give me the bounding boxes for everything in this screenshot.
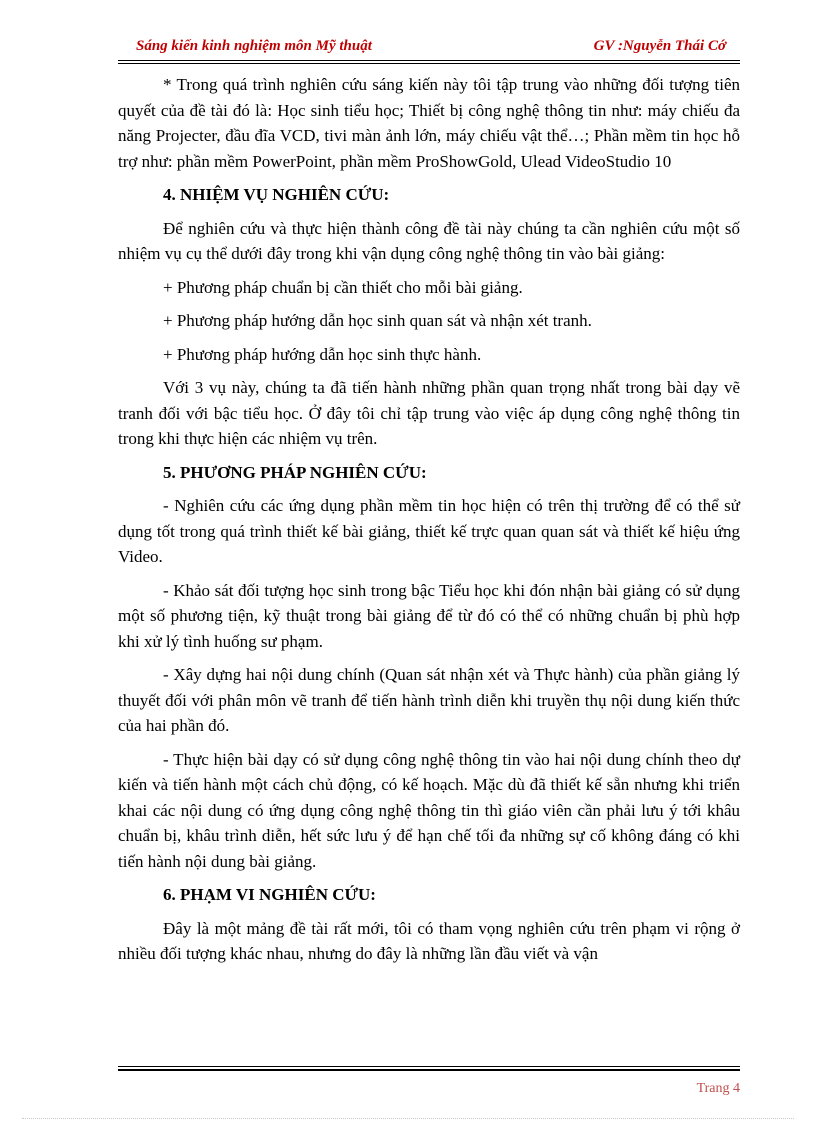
section-heading-6: 6. PHẠM VI NGHIÊN CỨU: [163, 885, 376, 904]
header-title: Sáng kiến kinh nghiệm môn Mỹ thuật [136, 38, 372, 54]
paragraph-method-4: - Thực hiện bài dạy có sử dụng công nghệ thông tin vào hai nội dung chính theo dự kiến và tiến hành một cách chủ động, có kế hoạch. Mặc dù đã thiết kế sẵn nhưng khi triển khai các nội dung có ứng dụng công nghệ thông tin thì giáo viên cần phải lưu ý tới khâu chuẩn bị, khâu trình diễn, hết sức lưu ý để hạn chế tối đa những sự cố không đáng có khi tiến hành nội dung bài giảng. [118, 749, 740, 871]
paragraph-method-1: - Nghiên cứu các ứng dụng phần mềm tin học hiện có trên thị trường để có thể sử dụng tốt trong quá trình thiết kế bài giảng, thiết kế trực quan quan sát và thiết kế hiệu ứng Video. [118, 496, 740, 566]
section-heading-4: 4. NHIỆM VỤ NGHIÊN CỨU: [163, 185, 390, 204]
section-heading-5: 5. PHƯƠNG PHÁP NGHIÊN CỨU: [163, 462, 427, 482]
task-item-1: + Phương pháp chuẩn bị cần thiết cho mỗi bài giảng. [163, 277, 523, 297]
task-item-2: + Phương pháp hướng dẫn học sinh quan sát và nhận xét tranh. [163, 311, 592, 330]
paragraph-tasks-intro: Để nghiên cứu và thực hiện thành công đề tài này chúng ta cần nghiên cứu một số nhiệm vụ cụ thể dưới đây trong khi vận dụng công nghệ thông tin vào bài giảng: [118, 218, 740, 263]
paragraph-scope: Đây là một mảng đề tài rất mới, tôi có tham vọng nghiên cứu trên phạm vi rộng ở nhiều đối tượng khác nhau, nhưng do đây là những lần đầu viết và vận [118, 918, 740, 963]
document-body [118, 72, 740, 975]
page-header [118, 36, 740, 58]
paragraph-tasks-summary: Với 3 vụ này, chúng ta đã tiến hành những phần quan trọng nhất trong bài dạy vẽ tranh đối với bậc tiểu học. Ở đây tôi chỉ tập trung vào việc áp dụng công nghệ thông tin trong khi thực hiện các nhiệm vụ trên. [118, 378, 740, 448]
header-divider [118, 60, 740, 64]
header-author: GV :Nguyễn Thái Cớ [593, 38, 726, 54]
page-edge-line [22, 1118, 794, 1119]
paragraph-method-2: - Khảo sát đối tượng học sinh trong bậc Tiểu học khi đón nhận bài giảng có sử dụng một số phương tiện, kỹ thuật trong bài giảng để từ đó có thể có những chuẩn bị phù hợp khi xử lý tình huống sư phạm. [118, 580, 740, 651]
page-number: Trang 4 [696, 1081, 740, 1096]
paragraph-research-objects: * Trong quá trình nghiên cứu sáng kiến này tôi tập trung vào những đối tượng tiên quyết của đề tài đó là: Học sinh tiểu học; Thiết bị công nghệ thông tin như: máy chiếu đa năng Projecter, đầu đĩa VCD, tivi màn ảnh lớn, máy chiếu vật thể…; Phần mềm tin học hỗ trợ như: phần mềm PowerPoint, phần mềm ProShowGold, Ulead VideoStudio 10 [118, 75, 740, 171]
paragraph-method-3: - Xây dựng hai nội dung chính (Quan sát nhận xét và Thực hành) của phần giảng lý thuyết đối với phân môn vẽ tranh để tiến hành trình diễn khi truyền thụ nội dung kiến thức của hai phần đó. [118, 665, 740, 735]
task-item-3: + Phương pháp hướng dẫn học sinh thực hành. [163, 344, 482, 364]
footer-divider [118, 1066, 740, 1071]
